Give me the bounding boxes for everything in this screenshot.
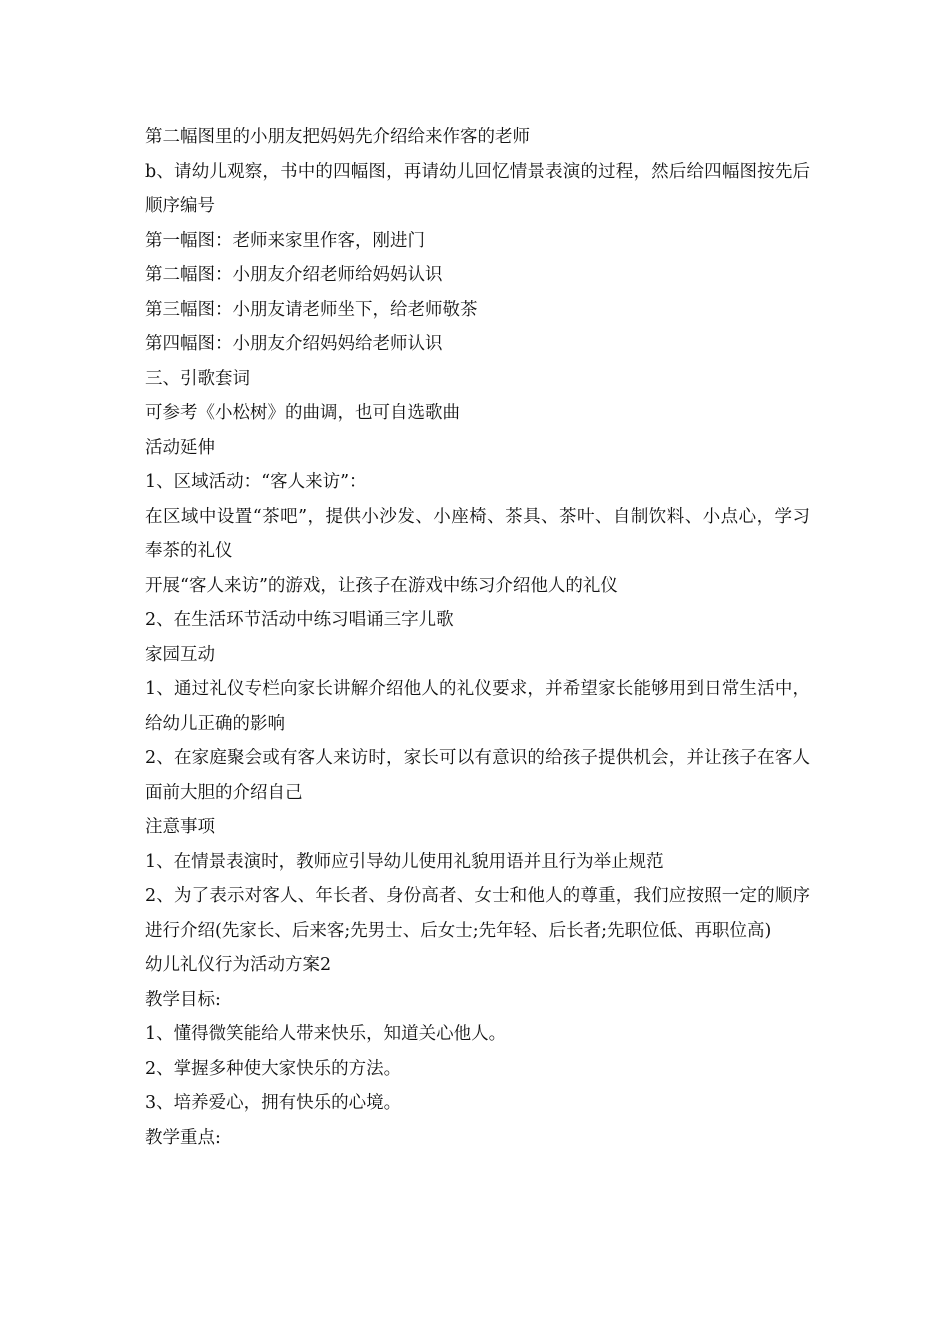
paragraph: 2、掌握多种使大家快乐的方法。 <box>145 1058 402 1079</box>
paragraph: 2、在家庭聚会或有客人来访时，家长可以有意识的给孩子提供机会，并让孩子在客人面前大胆的介绍自己 <box>145 748 810 803</box>
paragraph: 第二幅图里的小朋友把妈妈先介绍给来作客的老师 <box>145 127 530 147</box>
paragraph: b、请幼儿观察，书中的四幅图，再请幼儿回忆情景表演的过程，然后给四幅图按先后顺序编号 <box>145 161 810 216</box>
paragraph: 可参考《小松树》的曲调，也可自选歌曲 <box>145 403 460 423</box>
paragraph: 1、区域活动：“客人来访”： <box>145 472 367 492</box>
paragraph: 第二幅图：小朋友介绍老师给妈妈认识 <box>145 265 443 285</box>
section-heading: 教学目标: <box>145 989 221 1010</box>
paragraph: 开展“客人来访”的游戏，让孩子在游戏中练习介绍他人的礼仪 <box>145 575 618 596</box>
paragraph: 2、为了表示对客人、年长者、身份高者、女士和他人的尊重，我们应按照一定的顺序进行介绍(先家长、后来客;先男士、后女士;先年轻、后长者;先职位低、再职位高) <box>145 886 810 941</box>
section-heading: 注意事项 <box>145 817 215 837</box>
section-heading: 教学重点: <box>145 1127 221 1148</box>
document-title: 幼儿礼仪行为活动方案2 <box>145 955 332 975</box>
paragraph: 3、培养爱心，拥有快乐的心境。 <box>145 1093 402 1113</box>
section-heading: 三、引歌套词 <box>145 368 250 389</box>
paragraph: 在区域中设置“茶吧”，提供小沙发、小座椅、茶具、茶叶、自制饮料、小点心，学习奉茶的礼仪 <box>145 506 810 561</box>
paragraph: 1、在情景表演时，教师应引导幼儿使用礼貌用语并且行为举止规范 <box>145 851 664 872</box>
document-body <box>145 120 810 1155</box>
paragraph: 第三幅图：小朋友请老师坐下，给老师敬茶 <box>145 299 478 320</box>
paragraph: 1、懂得微笑能给人带来快乐，知道关心他人。 <box>145 1024 507 1044</box>
section-heading: 活动延伸 <box>145 437 215 458</box>
paragraph: 2、在生活环节活动中练习唱诵三字儿歌 <box>145 610 454 630</box>
paragraph: 1、通过礼仪专栏向家长讲解介绍他人的礼仪要求，并希望家长能够用到日常生活中，给幼儿正确的影响 <box>145 679 810 734</box>
section-heading: 家园互动 <box>145 644 215 665</box>
paragraph: 第一幅图：老师来家里作客，刚进门 <box>145 230 425 251</box>
paragraph: 第四幅图：小朋友介绍妈妈给老师认识 <box>145 334 443 354</box>
